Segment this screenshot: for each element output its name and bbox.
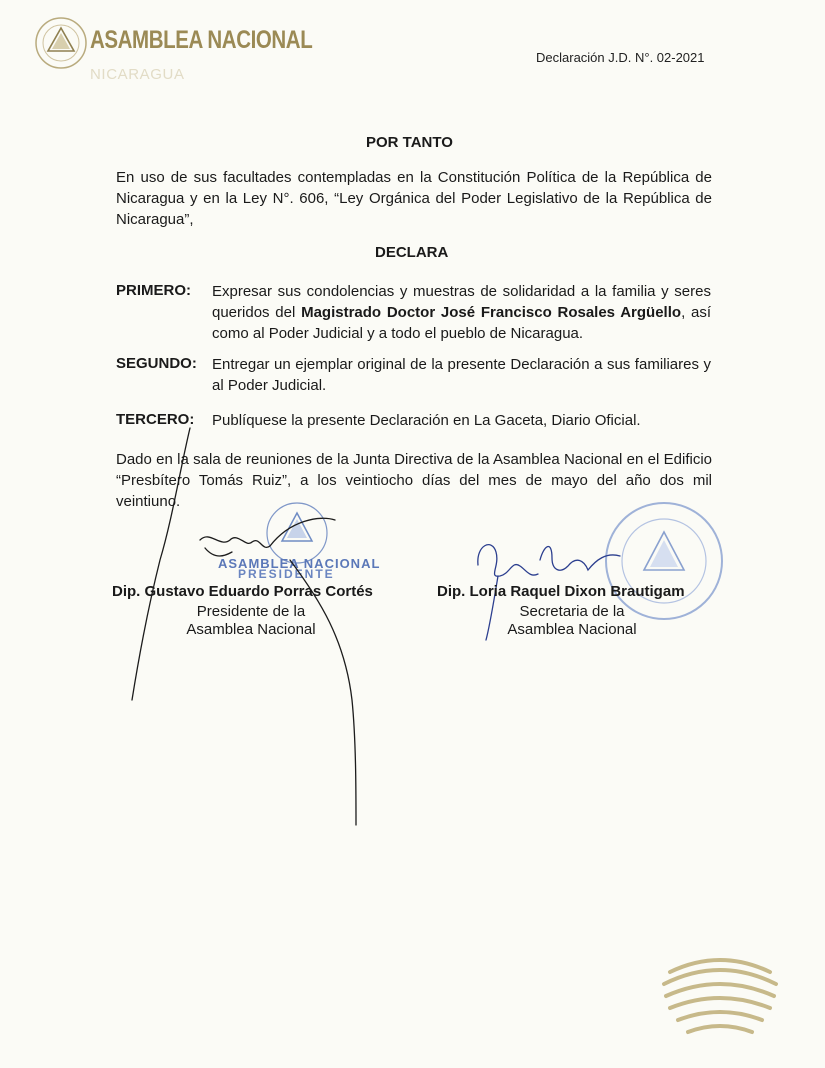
- heading-declara: DECLARA: [375, 244, 449, 261]
- signatory-1-role-line-2: Asamblea Nacional: [186, 621, 316, 638]
- signatory-2-role-line-2: Asamblea Nacional: [507, 621, 637, 638]
- signatory-2-name: Dip. Loria Raquel Dixon Brautigam: [437, 583, 685, 600]
- assembly-hemicycle-icon: [650, 950, 790, 1040]
- article-1-text-after: , así como al Poder Judicial y a todo el pueblo de Nicaragua.: [212, 304, 711, 342]
- president-stamp-icon: [252, 495, 342, 565]
- org-name: ASAMBLEA NACIONAL: [90, 26, 313, 54]
- closing-paragraph: Dado en la sala de reuniones de la Junta Directiva de la Asamblea Nacional en el Edificio “Presbítero Tomás Ruiz”, a los veintiocho días del mes de mayo del año dos mil veintiuno.: [116, 451, 712, 510]
- article-1-label: PRIMERO:: [116, 282, 191, 299]
- article-1-text-bold: Magistrado Doctor José Francisco Rosales Argüello: [301, 304, 682, 321]
- article-3-text: Publíquese la presente Declaración en La Gaceta, Diario Oficial.: [212, 412, 641, 429]
- article-2-label: SEGUNDO:: [116, 355, 197, 372]
- president-stamp-subtext: PRESIDENTE: [238, 567, 335, 581]
- intro-paragraph: En uso de sus facultades contempladas en la Constitución Política de la República de Nicaragua y en la Ley N°. 606, “Ley Orgánica del Poder Legislativo de la República de Nicaragua”,: [116, 169, 712, 228]
- article-1-text: [212, 281, 711, 344]
- signatory-2-role-line-1: Secretaria de la: [519, 603, 625, 620]
- article-2-text: Entregar un ejemplar original de la presente Declaración a sus familiares y al Poder Judicial.: [212, 356, 711, 394]
- signatory-1-name: Dip. Gustavo Eduardo Porras Cortés: [112, 583, 373, 600]
- org-country: NICARAGUA: [90, 66, 185, 83]
- signatory-1-role-line-1: Presidente de la: [196, 603, 306, 620]
- asamblea-seal-icon: [34, 16, 88, 70]
- article-3-label: TERCERO:: [116, 411, 195, 428]
- article-1-text-before: Expresar sus condolencias y muestras de solidaridad a la familia y seres queridos del: [212, 283, 711, 321]
- document-reference: Declaración J.D. N°. 02-2021: [536, 50, 705, 65]
- heading-por-tanto: POR TANTO: [366, 134, 453, 151]
- president-stamp-text: ASAMBLEA NACIONAL: [218, 556, 381, 571]
